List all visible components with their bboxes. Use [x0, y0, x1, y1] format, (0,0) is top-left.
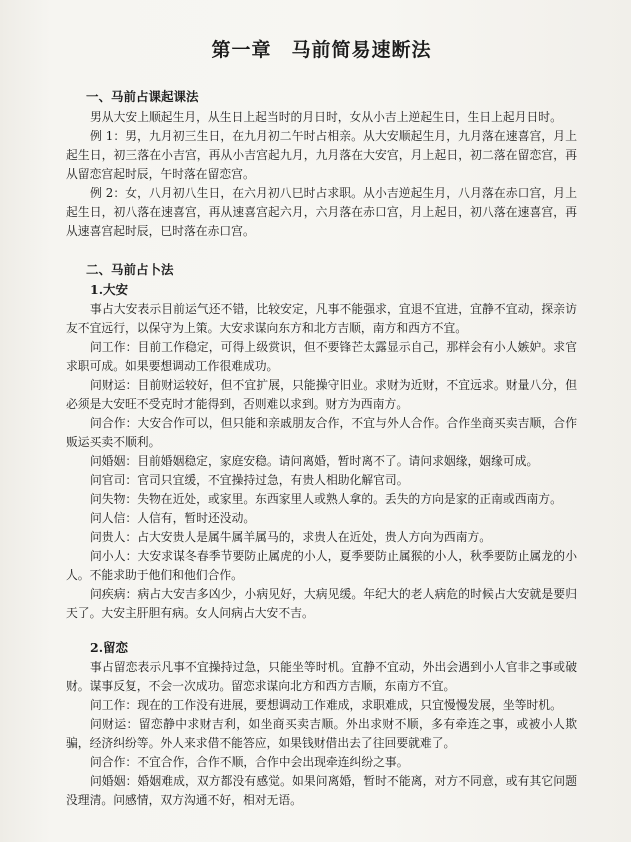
- daan-paragraph: 问婚姻：目前婚姻稳定，家庭安稳。请问离婚，暂时离不了。请问求姻缘，姻缘可成。: [90, 454, 539, 468]
- liulian-paragraph: 问婚姻：婚姻难成，双方都没有感觉。如果问离婚，暂时不能离，对方不同意，或有其它问题没理清。问感情，双方沟通不好，相对无语。: [66, 774, 577, 807]
- daan-paragraph: 问人信：人信有，暂时还没动。: [90, 511, 256, 525]
- section1-paragraph: 例 1：男，九月初三生日，在九月初二午时占相亲。从大安顺起生月，九月落在速喜宫，月上起生日，初三落在小吉宫，再从小吉宫起九月，九月落在大安宫，月上起日，初二落在留恋宫，再从留恋宫起时辰，午时落在留恋宫。: [66, 129, 577, 181]
- liulian-paragraph: 问财运：留恋静中求财吉利，如坐商买卖吉顺。外出求财不顺，多有牵连之事，或被小人欺骗，经济纠纷等。外人来求借不能答应，如果钱财借出去了往回要就难了。: [66, 717, 577, 750]
- daan-paragraph: 事占大安表示目前运气还不错，比较安定，凡事不能强求，宜退不宜进，宜静不宜动，探亲访友不宜远行，以保守为上策。大安求谋向东方和北方吉顺，南方和西方不宜。: [66, 302, 577, 335]
- daan-paragraph: 问官司：官司只宜缓，不宜操持过急，有贵人相助化解官司。: [90, 473, 409, 487]
- section1-paragraph: 男从大安上顺起生月，从生日上起当时的月日时，女从小吉上逆起生日，生日上起月日时。: [90, 110, 562, 124]
- chapter-title: 第一章 马前简易速断法: [211, 39, 432, 61]
- daan-paragraph: 问失物：失物在近处，或家里。东西家里人或熟人拿的。丢失的方向是家的正南或西南方。: [90, 492, 562, 506]
- daan-paragraph: 问疾病：病占大安吉多凶少，小病见好，大病见缓。年纪大的老人病危的时候占大安就是要归天了。大安主肝胆有病。女人问病占大安不吉。: [66, 587, 577, 620]
- subsection-heading-liulian: 2.留恋: [90, 640, 129, 655]
- section2-heading: 二、马前占卜法: [86, 262, 174, 277]
- section1-paragraph: 例 2：女，八月初八生日，在六月初八巳时占求职。从小吉逆起生月，八月落在赤口宫，月上起生日，初八落在速喜宫，再从速喜宫起六月，六月落在赤口宫，月上起日，初八落在速喜宫，再从速喜宫起时辰，巳时落在赤口宫。: [66, 186, 577, 238]
- liulian-paragraph: 问工作：现在的工作没有进展，要想调动工作难成，求职难成，只宜慢慢发展，坐等时机。: [90, 698, 562, 712]
- section1-heading: 一、马前占课起课法: [86, 89, 199, 104]
- liulian-paragraph: 问合作：不宜合作，合作不顺，合作中会出现牵连纠纷之事。: [90, 755, 409, 769]
- daan-paragraph: 问工作：目前工作稳定，可得上级赏识，但不要锋芒太露显示自己，那样会有小人嫉妒。求官求职可成。如果要想调动工作很难成功。: [66, 340, 577, 373]
- daan-paragraph: 问小人：大安求谋冬春季节要防止属虎的小人，夏季要防止属猴的小人，秋季要防止属龙的小人。不能求助于他们和他们合作。: [66, 549, 577, 582]
- daan-paragraph: 问财运：目前财运较好，但不宜扩展，只能操守旧业。求财为近财，不宜远求。财量八分，但必须是大安旺不受克时才能得到，否则难以求到。财方为西南方。: [66, 378, 577, 411]
- daan-paragraph: 问贵人：占大安贵人是属牛属羊属马的，求贵人在近处，贵人方向为西南方。: [90, 530, 492, 544]
- liulian-paragraph: 事占留恋表示凡事不宜操持过急，只能坐等时机。宜静不宜动，外出会遇到小人官非之事或破财。谋事反复，不会一次成功。留恋求谋向北方和西方吉顺，东南方不宜。: [66, 660, 577, 693]
- daan-paragraph: 问合作：大安合作可以，但只能和亲戚朋友合作，不宜与外人合作。合作坐商买卖吉顺，合作贩运买卖不顺利。: [66, 416, 577, 449]
- subsection-heading-daan: 1.大安: [90, 282, 129, 297]
